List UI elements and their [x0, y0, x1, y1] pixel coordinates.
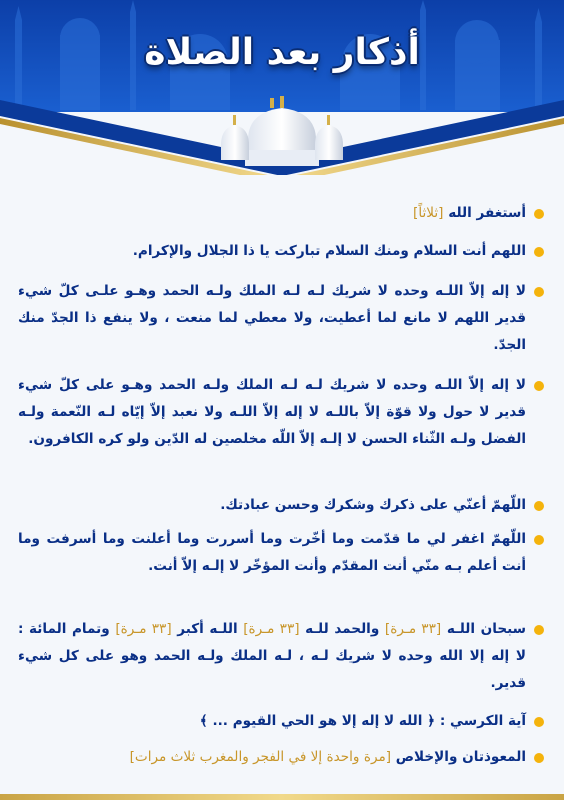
dhikr-text: لا إله إلاّ اللـه وحده لا شريك لـه لـه الملك ولـه الحمد وهـو على كلّ شيء قدير لا حول ولا قوّة إلاّ باللـه لا إله إلاّ اللـه ولا نعبد إلاّ إيّاه لـه النّعمة ولـه الفضل ولـه الثّناء الحسن لا إلـه إلاّ اللّه مخلصين له الدّين ولو كره الكافرون.	[18, 377, 526, 447]
footer-gold-line	[0, 794, 564, 800]
dhikr-item	[18, 526, 546, 580]
repeat-note: [٣٣ مـرة]	[384, 621, 442, 637]
dhikr-text: اللهم أنت السلام ومنك السلام تباركت يا ذا الجلال والإكرام.	[132, 243, 526, 259]
bullet-dot-icon	[534, 209, 544, 219]
dhikr-item	[18, 278, 546, 359]
repeat-note: [ثلاثاً]	[413, 205, 444, 221]
repeat-note: [مرة واحدة إلا في الفجر والمغرب ثلاث مرات]	[129, 749, 392, 765]
dhikr-text: لا إله إلاّ اللـه وحده لا شريك لـه لـه الملك ولـه الحمد وهـو علـى كلّ شيء قدير اللهم لا مانع لما أعطيت، ولا معطي لما منعت ، ولا ينفع ذا الجدّ منك الجدّ.	[18, 283, 526, 353]
dhikr-text: اللّهمّ اغفر لي ما قدّمت وما أخّرت وما أسررت وما أعلنت وما أسرفت وما أنت أعلم بـه منّي أنت المقدّم وأنت المؤخّر لا إلـه إلاّ أنت.	[18, 531, 526, 574]
repeat-note: [٣٣ مـرة]	[115, 621, 172, 637]
bullet-dot-icon	[534, 625, 544, 635]
dhikr-item	[18, 708, 546, 735]
dhikr-text: وتمام المائة : لا إله إلا الله وحده لا شريك لـه ، لـه الملك ولـه الحمد وهو على كل شيء قدير.	[18, 621, 526, 691]
dhikr-text: أستغفر الله	[448, 205, 526, 221]
quran-quote: ﴿ الله لا إله إلا هو الحي القيوم ... ﴾	[199, 713, 436, 729]
dhikr-item	[18, 200, 546, 227]
bullet-dot-icon	[534, 535, 544, 545]
dhikr-text: سبحان اللـه	[446, 621, 527, 637]
dhikr-text: آية الكرسي :	[439, 713, 526, 729]
bullet-dot-icon	[534, 287, 544, 297]
dhikr-item	[18, 492, 546, 519]
dhikr-text: اللـه أكبر	[177, 621, 238, 637]
repeat-note: [٣٣ مـرة]	[243, 621, 300, 637]
mosque-skyline-illustration	[0, 0, 564, 175]
dhikr-list	[18, 200, 546, 790]
dhikr-text: المعوذتان والإخلاص	[395, 749, 526, 765]
dhikr-text: والحمد للـه	[305, 621, 380, 637]
bullet-dot-icon	[534, 501, 544, 511]
bullet-dot-icon	[534, 381, 544, 391]
dhikr-item	[18, 238, 546, 265]
dhikr-item	[18, 744, 546, 771]
dhikr-text: اللّهمّ أعنّي على ذكرك وشكرك وحسن عبادتك.	[220, 497, 526, 513]
bullet-dot-icon	[534, 753, 544, 763]
dhikr-item	[18, 372, 546, 453]
bullet-dot-icon	[534, 247, 544, 257]
dhikr-item	[18, 616, 546, 697]
page-title: أذكار بعد الصلاة	[144, 32, 420, 73]
bullet-dot-icon	[534, 717, 544, 727]
header-banner	[0, 0, 564, 175]
